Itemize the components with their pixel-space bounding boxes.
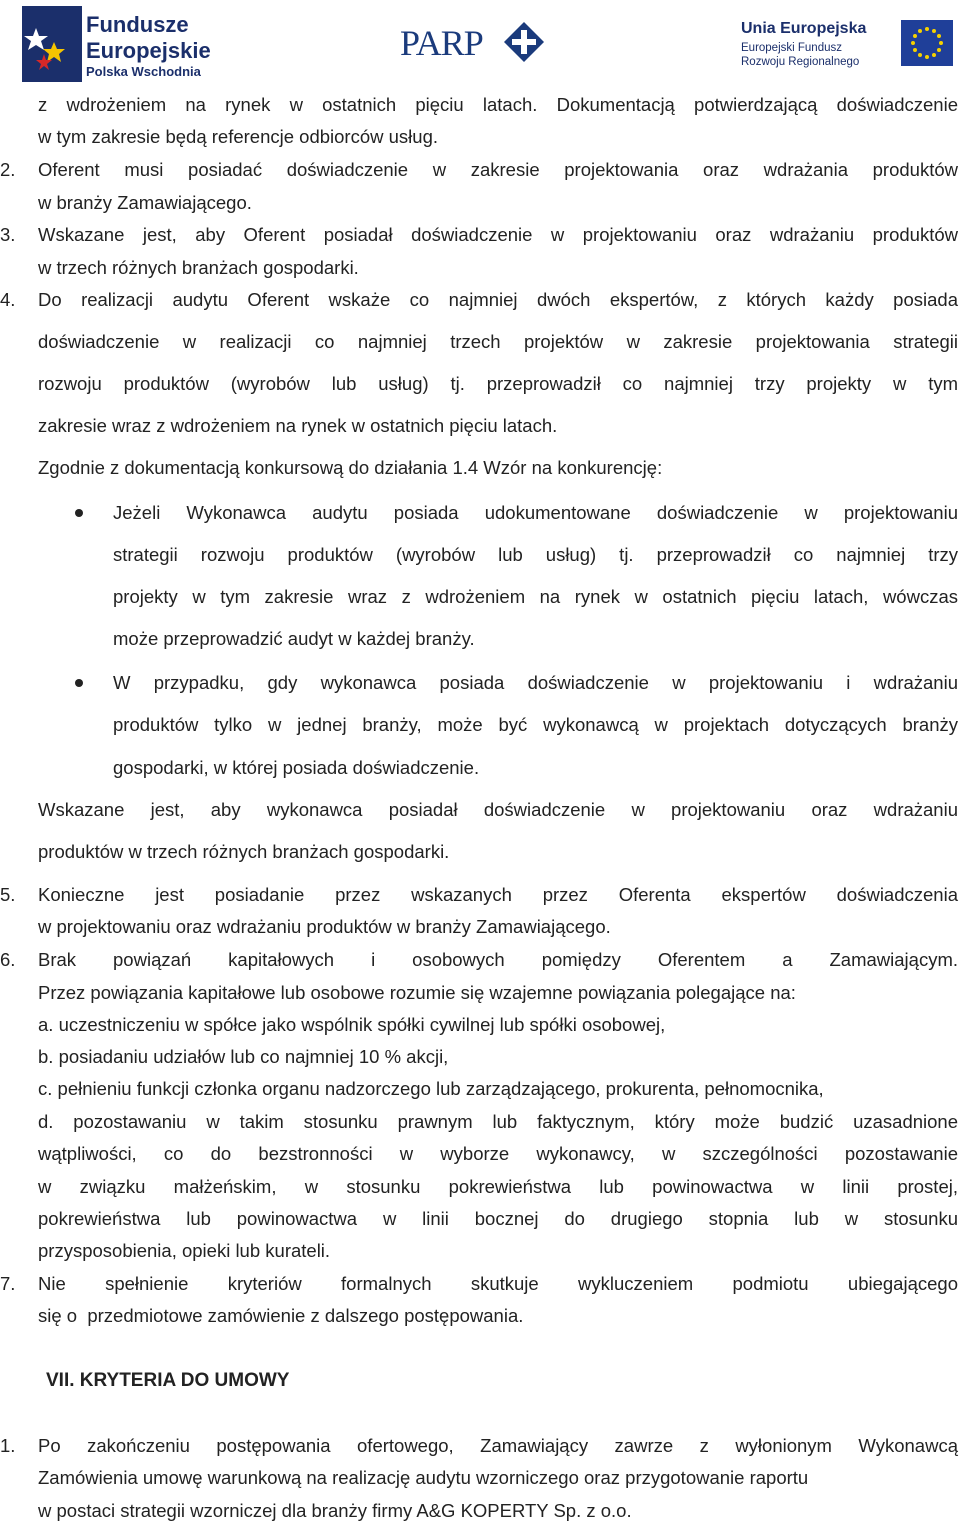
list-item-line: Konieczne jest posiadanie przez wskazanych przez Oferenta ekspertów doświadczenia xyxy=(38,884,958,905)
fundusze-europejskie-logo xyxy=(22,6,222,82)
parp-logo-text: PARP xyxy=(400,23,483,63)
list-number: 3. xyxy=(0,224,16,245)
list-item-line: w projektowaniu oraz wdrażaniu produktów w branży Zamawiającego. xyxy=(38,916,611,937)
list-item-line: przysposobienia, opieki lub kurateli. xyxy=(38,1240,331,1261)
bullet-line: strategii rozwoju produktów (wyrobów lub usług) tj. przeprowadził co najmniej trzy xyxy=(113,544,958,565)
list-item-line: Brak powiązań kapitałowych i osobowych pomiędzy Oferentem a Zamawiającym. xyxy=(38,949,958,970)
list-item-line: Nie spełnienie kryteriów formalnych skutkuje wykluczeniem podmiotu ubiegającego xyxy=(38,1273,958,1294)
bullet-line: W przypadku, gdy wykonawca posiada doświadczenie w projektowaniu i wdrażaniu xyxy=(113,672,958,693)
bullet-icon xyxy=(75,679,83,687)
list-item-line: doświadczenie w realizacji co najmniej trzech projektów w zakresie projektowania strategii xyxy=(38,331,958,352)
list-item-line: rozwoju produktów (wyrobów lub usług) tj. przeprowadził co najmniej trzy projekty w tym xyxy=(38,373,958,394)
list-item-line: Do realizacji audytu Oferent wskaże co najmniej dwóch ekspertów, z których każdy posiada xyxy=(38,289,958,310)
list-number: 6. xyxy=(0,949,16,970)
parp-emblem-icon xyxy=(504,22,544,62)
list-number: 4. xyxy=(0,289,16,310)
list-item-line: w związku małżeńskim, w stosunku pokrewieństwa lub powinowactwa w linii prostej, xyxy=(38,1176,958,1197)
list-item-line: c. pełnieniu funkcji członka organu nadzorczego lub zarządzającego, prokurenta, pełnomocnika, xyxy=(38,1078,824,1099)
list-item-line: a. uczestniczeniu w spółce jako wspólnik spółki cywilnej lub spółki osobowej, xyxy=(38,1014,666,1035)
list-item-line: Zamówienia umowę warunkową na realizację audytu wzorniczego oraz przygotowanie raportu xyxy=(38,1467,809,1488)
list-item-line: Wskazane jest, aby Oferent posiadał doświadczenie w projektowaniu oraz wdrażaniu produktów xyxy=(38,224,958,245)
list-item-line: w trzech różnych branżach gospodarki. xyxy=(38,257,359,278)
bullet-line: produktów tylko w jednej branży, może być wykonawcą w projektach dotyczących branży xyxy=(113,714,958,735)
list-item-line: w postaci strategii wzorniczej dla branży firmy A&G KOPERTY Sp. z o.o. xyxy=(38,1500,632,1521)
list-number: 5. xyxy=(0,884,16,905)
list-number: 2. xyxy=(0,159,16,180)
paragraph-line: z wdrożeniem na rynek w ostatnich pięciu latach. Dokumentacją potwierdzającą doświadczenie xyxy=(38,94,958,115)
list-item-line: b. posiadaniu udziałów lub co najmniej 10 % akcji, xyxy=(38,1046,449,1067)
paragraph-line: produktów w trzech różnych branżach gospodarki. xyxy=(38,841,450,862)
fe-logo-line2: Europejskie xyxy=(86,38,211,63)
fe-stars-emblem xyxy=(22,6,82,82)
eu-logo xyxy=(735,18,953,74)
eu-logo-line1: Unia Europejska xyxy=(741,20,867,37)
bullet-line: gospodarki, w której posiada doświadczenie. xyxy=(113,757,480,778)
list-number: 7. xyxy=(0,1273,16,1294)
list-item-line: pokrewieństwa lub powinowactwa w linii bocznej do drugiego stopnia lub w stosunku xyxy=(38,1208,958,1229)
bullet-icon xyxy=(75,509,83,517)
list-item-line: w branży Zamawiającego. xyxy=(38,192,252,213)
list-number: 1. xyxy=(0,1435,16,1456)
bullet-line: projekty w tym zakresie wraz z wdrożeniem na rynek w ostatnich pięciu latach, wówczas xyxy=(113,586,958,607)
list-item-line: się o przedmiotowe zamówienie z dalszego postępowania. xyxy=(38,1305,524,1326)
list-item-line: d. pozostawaniu w takim stosunku prawnym lub faktycznym, który może budzić uzasadnione xyxy=(38,1111,958,1132)
list-item-line: Zgodnie z dokumentacją konkursową do działania 1.4 Wzór na konkurencję: xyxy=(38,457,663,478)
list-item-line: Oferent musi posiadać doświadczenie w zakresie projektowania oraz wdrażania produktów xyxy=(38,159,958,180)
bullet-line: Jeżeli Wykonawca audytu posiada udokumentowane doświadczenie w projektowaniu xyxy=(113,502,958,523)
fe-logo-line1: Fundusze xyxy=(86,12,189,37)
list-item-line: Po zakończeniu postępowania ofertowego, Zamawiający zawrze z wyłonionym Wykonawcą xyxy=(38,1435,958,1456)
eu-logo-line2: Europejski Fundusz xyxy=(741,42,842,54)
paragraph-line: w tym zakresie będą referencje odbiorców usług. xyxy=(38,126,438,147)
section-heading: VII. KRYTERIA DO UMOWY xyxy=(46,1370,290,1391)
list-item-line: zakresie wraz z wdrożeniem na rynek w ostatnich pięciu latach. xyxy=(38,415,558,436)
list-item-line: wątpliwości, co do bezstronności w wyborze wykonawcy, w szczególności pozostawanie xyxy=(38,1143,958,1164)
fe-logo-line3: Polska Wschodnia xyxy=(86,64,201,79)
eu-logo-line3: Rozwoju Regionalnego xyxy=(741,56,860,68)
parp-logo xyxy=(400,20,545,66)
bullet-line: może przeprowadzić audyt w każdej branży. xyxy=(113,628,475,649)
eu-flag-icon xyxy=(901,20,953,66)
list-item-line: Przez powiązania kapitałowe lub osobowe rozumie się wzajemne powiązania polegające na: xyxy=(38,982,796,1003)
paragraph-line: Wskazane jest, aby wykonawca posiadał doświadczenie w projektowaniu oraz wdrażaniu xyxy=(38,799,958,820)
